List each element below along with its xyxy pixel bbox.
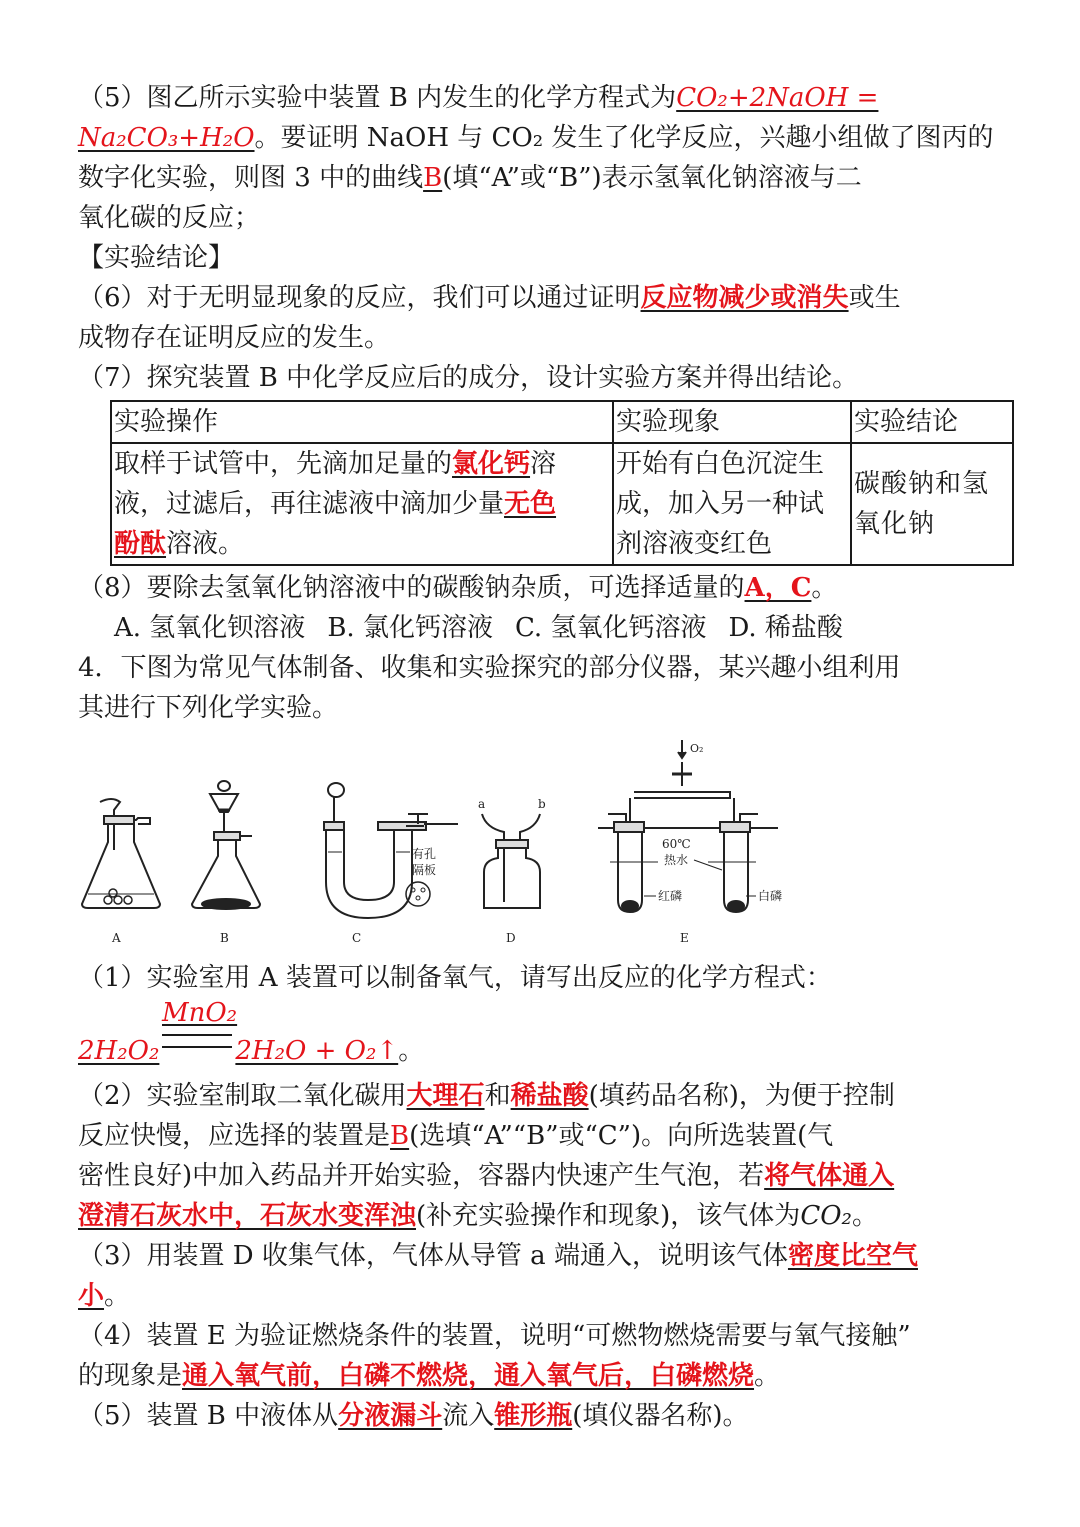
label-b: B	[220, 931, 229, 945]
apparatus-a	[82, 799, 160, 945]
label-d: D	[506, 931, 516, 945]
label-e: E	[680, 931, 689, 945]
q5-text: (填“A”或“B”)表示氢氧化钠溶液与二	[442, 163, 862, 193]
c-note-1: 有孔	[412, 847, 437, 861]
q5-line-3	[78, 158, 1018, 198]
s2-answer-marble: 大理石	[406, 1081, 485, 1111]
option-a: A. 氢氧化钡溶液	[114, 613, 306, 643]
label-a: A	[112, 931, 121, 945]
apparatus-d	[478, 797, 546, 945]
q8-line	[78, 568, 1018, 608]
q6-answer: 反应物减少或消失	[640, 283, 849, 313]
s2-line-4	[78, 1196, 1018, 1236]
conclusion-line: 碳酸钠和氢	[854, 469, 990, 499]
op-text: 溶液。	[166, 529, 245, 559]
e-temp: 60℃	[662, 837, 691, 851]
q8-end: 。	[811, 573, 838, 603]
apparatus-figure	[78, 732, 1018, 952]
s5-answer-flask: 锥形瓶	[494, 1401, 573, 1431]
s2-answer-acid: 稀盐酸	[510, 1081, 589, 1111]
e-water: 热水	[664, 853, 689, 867]
s3-text: （3）用装置 D 收集气体，气体从导管 a 端通入，说明该气体	[78, 1241, 788, 1271]
s4-line-2	[78, 1356, 1018, 1396]
equation-reactant: 2H₂O₂	[78, 1036, 160, 1066]
op-text: 溶	[530, 449, 557, 479]
table-cell-conclusion	[851, 443, 1013, 565]
d-label-a: a	[478, 797, 486, 811]
table-cell-phenomenon	[613, 443, 851, 565]
e-white-phosphorus: 白磷	[758, 889, 783, 903]
equation-catalyst: MnO₂	[162, 998, 238, 1028]
s2-text: (补充实验操作和现象)，该气体为	[416, 1201, 801, 1231]
op-answer-reagent: 氯化钙	[452, 449, 531, 479]
q8-text: （8）要除去氢氧化钠溶液中的碳酸钠杂质，可选择适量的	[78, 573, 745, 603]
s2-text: (填药品名称)，为便于控制	[588, 1081, 895, 1111]
s2-end: 。	[851, 1201, 878, 1231]
q8-options	[78, 608, 1018, 648]
apparatus-b	[192, 781, 260, 945]
d-label-b: b	[538, 797, 546, 811]
s4-line-1: （4）装置 E 为验证燃烧条件的装置，说明“可燃物燃烧需要与氧气接触”	[78, 1321, 911, 1351]
s2-text: （2）实验室制取二氧化碳用	[78, 1081, 407, 1111]
e-label-o2: O₂	[690, 742, 704, 755]
table-header-conclusion: 实验结论	[851, 401, 1013, 443]
p4-line-1: 4．下图为常见气体制备、收集和实验探究的部分仪器，某兴趣小组利用	[78, 653, 901, 683]
s3-answer-cont: 小	[78, 1281, 105, 1311]
s2-answer-device: B	[390, 1121, 410, 1151]
q6-text: （6）对于无明显现象的反应，我们可以通过证明	[78, 283, 641, 313]
apparatus-e	[598, 740, 782, 945]
apparatus-diagram	[78, 732, 818, 952]
s2-line-3	[78, 1156, 1018, 1196]
table-header-row	[111, 401, 1013, 443]
s2-line-1	[78, 1076, 1018, 1116]
op-text: 取样于试管中，先滴加足量的	[114, 449, 453, 479]
q6-line-2: 成物存在证明反应的发生。	[78, 323, 391, 353]
q7-text: （7）探究装置 B 中化学反应后的成分，设计实验方案并得出结论。	[78, 363, 859, 393]
op-text: 液，过滤后，再往滤液中滴加少量	[114, 489, 505, 519]
equation-end: 。	[398, 1036, 425, 1066]
e-red-phosphorus: 红磷	[658, 889, 683, 903]
q5-line-1	[78, 78, 1018, 118]
table-cell-operation	[111, 443, 613, 565]
s4-text: 的现象是	[78, 1361, 183, 1391]
s2-text: 反应快慢，应选择的装置是	[78, 1121, 391, 1151]
q6-text: 或生	[848, 283, 901, 313]
table-header-phenomenon: 实验现象	[613, 401, 851, 443]
phenomenon-line: 成，加入另一种试	[616, 489, 825, 519]
s2-answer-test-cont: 澄清石灰水中，石灰水变浑浊	[78, 1201, 417, 1231]
s1-line-1: （1）实验室用 A 装置可以制备氧气，请写出反应的化学方程式：	[78, 963, 832, 993]
label-c: C	[352, 931, 362, 945]
s5-text: （5）装置 B 中液体从	[78, 1401, 339, 1431]
c-note-2: 隔板	[412, 863, 437, 877]
s2-line-2	[78, 1116, 1018, 1156]
s2-text: 和	[484, 1081, 511, 1111]
q5-answer-equation-cont: Na₂CO₃+H₂O	[78, 123, 255, 153]
s3-answer: 密度比空气	[787, 1241, 918, 1271]
s4-answer: 通入氧气前，白磷不燃烧，通入氧气后，白磷燃烧	[182, 1361, 755, 1391]
q5-answer-curve: B	[423, 163, 443, 193]
phenomenon-line: 开始有白色沉淀生	[616, 449, 825, 479]
s5-line	[78, 1396, 1018, 1436]
option-d: D. 稀盐酸	[728, 613, 843, 643]
q5-line-4: 氧化碳的反应；	[78, 203, 261, 233]
table-header-operation: 实验操作	[111, 401, 613, 443]
option-c: C. 氢氧化钙溶液	[514, 613, 707, 643]
s1-equation	[78, 998, 1018, 1072]
q8-answer: A，C	[744, 573, 812, 603]
experiment-table	[110, 400, 1014, 566]
q5-text: （5）图乙所示实验中装置 B 内发生的化学方程式为	[78, 83, 677, 113]
option-b: B. 氯化钙溶液	[327, 613, 493, 643]
s3-end: 。	[104, 1281, 131, 1311]
equation-products: 2H₂O + O₂↑	[235, 1036, 399, 1066]
conclusion-heading: 【实验结论】	[78, 243, 235, 273]
q6-line-1	[78, 278, 1018, 318]
document-page	[78, 78, 1018, 1436]
conclusion-line: 氧化钠	[854, 509, 936, 539]
s5-text: 流入	[442, 1401, 495, 1431]
p4-line-2: 其进行下列化学实验。	[78, 693, 339, 723]
s2-text: (选填“A”“B”或“C”)。向所选装置(气	[409, 1121, 834, 1151]
q5-text: 数字化实验，则图 3 中的曲线	[78, 163, 424, 193]
q5-answer-equation: CO₂+2NaOH =	[676, 83, 879, 113]
s2-text: 密性良好)中加入药品并开始实验，容器内快速产生气泡，若	[78, 1161, 765, 1191]
phenomenon-line: 剂溶液变红色	[616, 529, 773, 559]
s5-answer-funnel: 分液漏斗	[338, 1401, 443, 1431]
apparatus-c	[324, 783, 458, 945]
q5-line-2	[78, 118, 1018, 158]
equation-main	[78, 1030, 424, 1067]
s5-text: (填仪器名称)。	[572, 1401, 749, 1431]
table-row	[111, 443, 1013, 565]
op-answer-indicator: 无色	[504, 489, 557, 519]
s4-end: 。	[754, 1361, 781, 1391]
s2-answer-test: 将气体通入	[764, 1161, 895, 1191]
s2-gas-formula: CO₂	[800, 1201, 852, 1231]
q5-text: 。要证明 NaOH 与 CO₂ 发生了化学反应，兴趣小组做了图丙的	[254, 123, 994, 153]
s3-line-1	[78, 1236, 1018, 1276]
op-answer-indicator-cont: 酚酞	[114, 529, 167, 559]
s3-line-2	[78, 1276, 1018, 1316]
